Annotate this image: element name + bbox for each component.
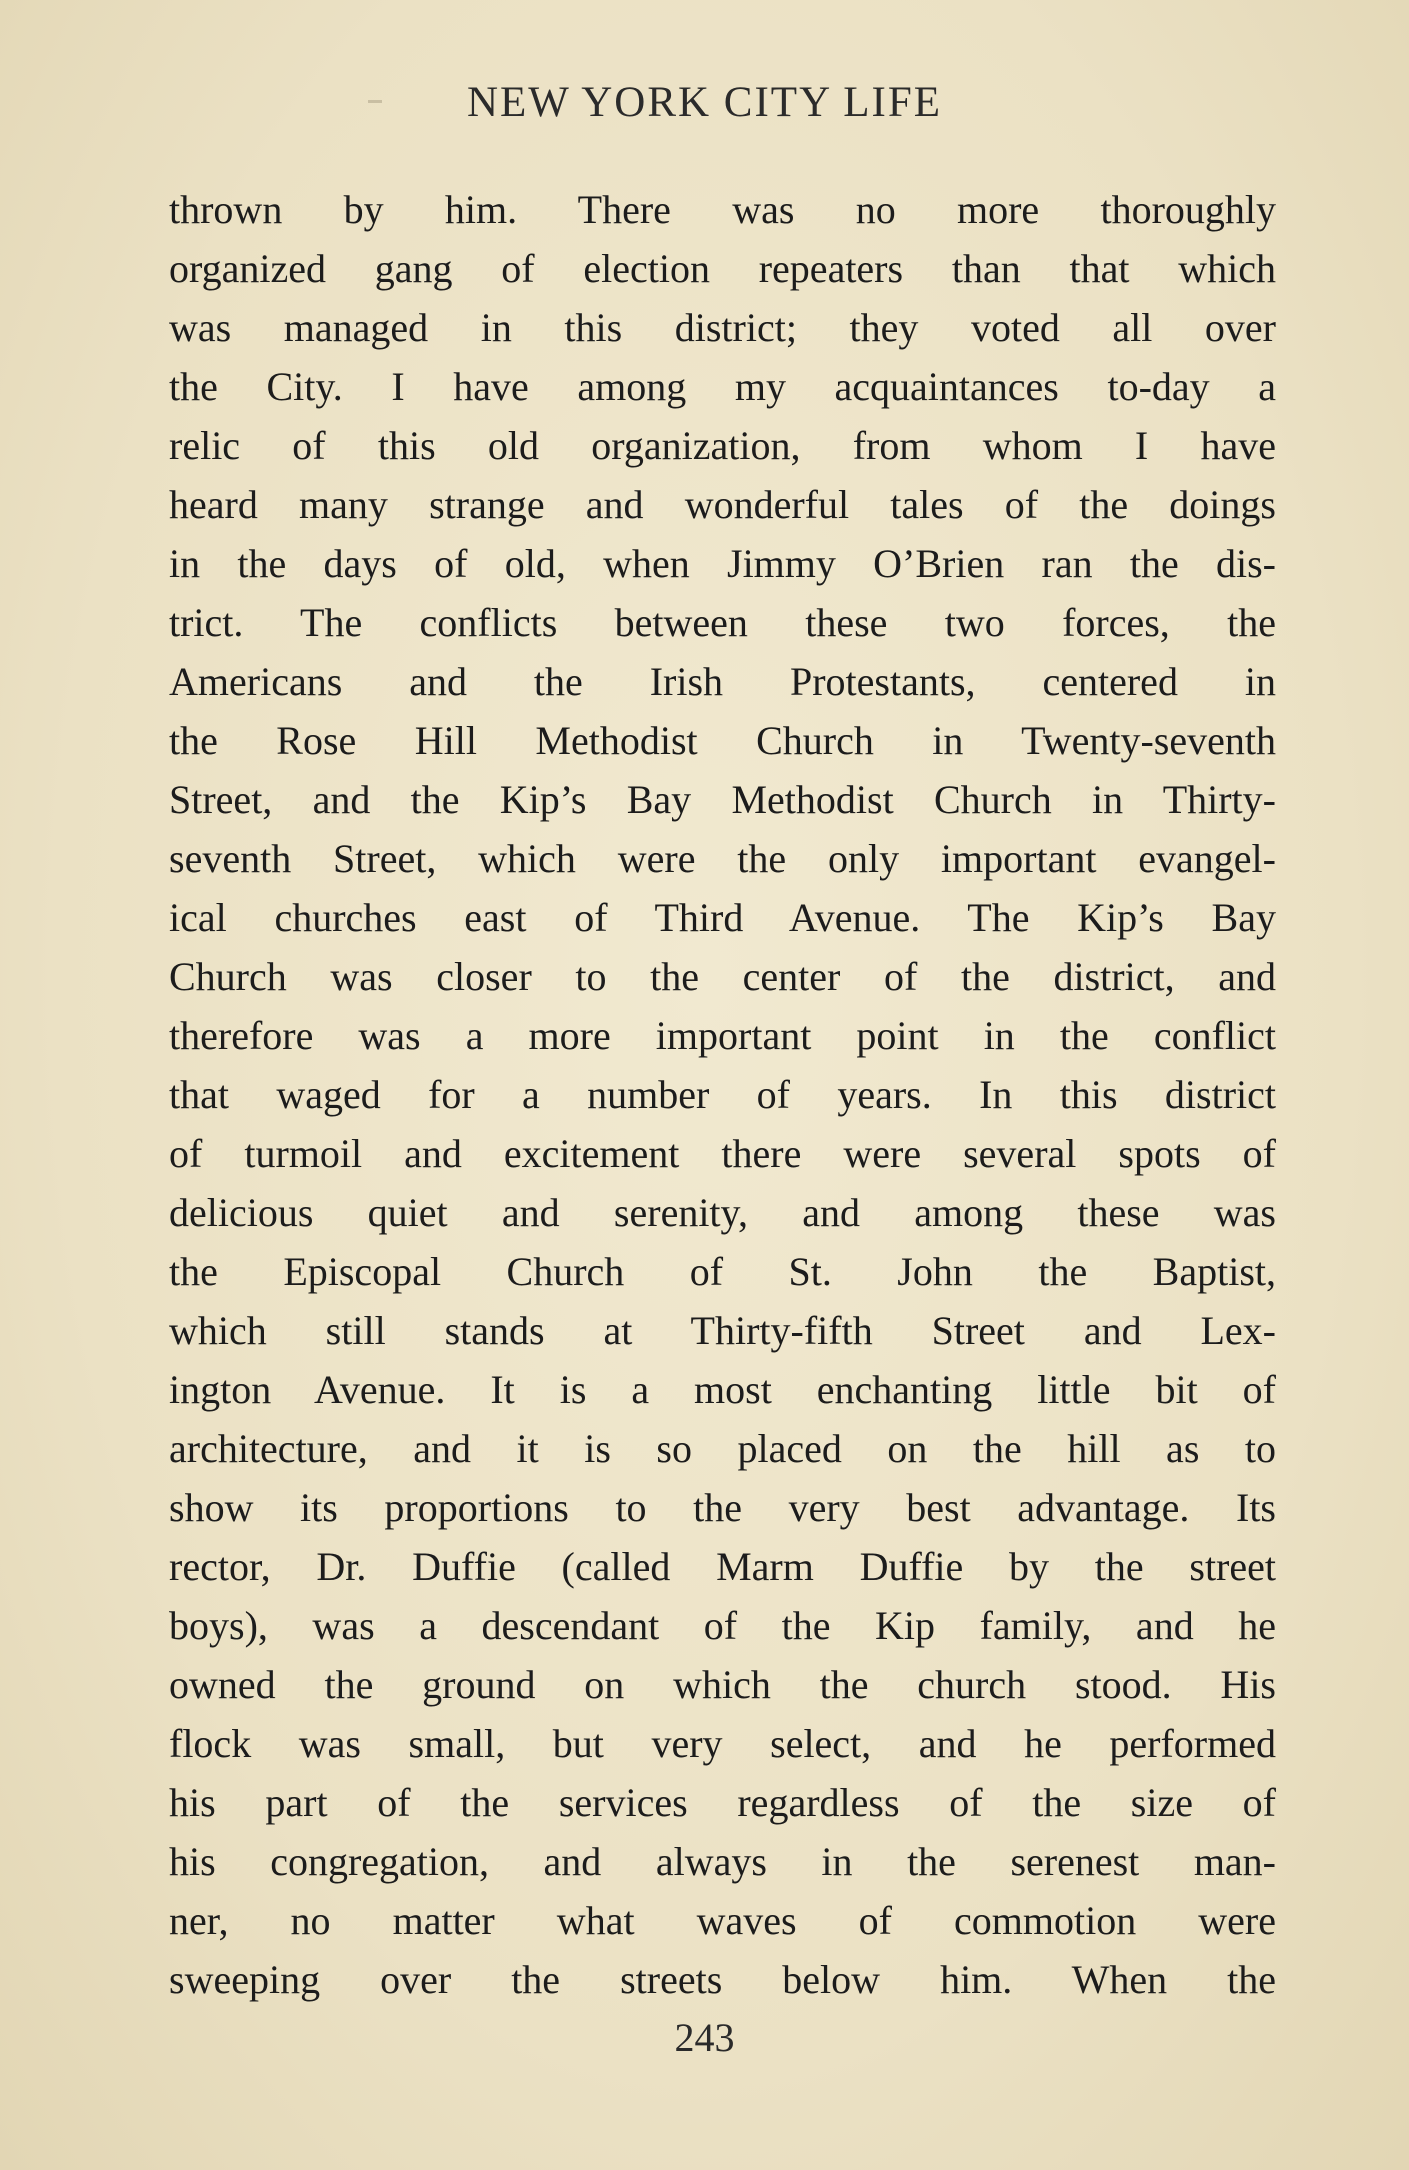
text-line: seventh Street, which were the only important evangel- [169, 836, 1276, 881]
text-line: his part of the services regardless of the size of [169, 1780, 1276, 1825]
text-line: the City. I have among my acquaintances to-day a [169, 364, 1276, 409]
text-line: ington Avenue. It is a most enchanting little bit of [169, 1367, 1276, 1412]
text-line: heard many strange and wonderful tales of the doings [169, 482, 1276, 527]
text-line: architecture, and it is so placed on the hill as to [169, 1426, 1276, 1471]
text-line: the Episcopal Church of St. John the Baptist, [169, 1249, 1276, 1294]
text-line: therefore was a more important point in the conflict [169, 1013, 1276, 1058]
text-line: boys), was a descendant of the Kip family, and he [169, 1603, 1276, 1648]
text-line: in the days of old, when Jimmy O’Brien ran the dis- [169, 541, 1276, 586]
text-line: was managed in this district; they voted all over [169, 305, 1276, 350]
text-line: ical churches east of Third Avenue. The Kip’s Bay [169, 895, 1276, 940]
text-line: Church was closer to the center of the district, and [169, 954, 1276, 999]
body-text [169, 180, 1276, 2009]
text-line: rector, Dr. Duffie (called Marm Duffie by the street [169, 1544, 1276, 1589]
text-line: relic of this old organization, from whom I have [169, 423, 1276, 468]
text-line: thrown by him. There was no more thoroughly [169, 187, 1276, 232]
text-line: the Rose Hill Methodist Church in Twenty-seventh [169, 718, 1276, 763]
text-line: trict. The conflicts between these two forces, the [169, 600, 1276, 645]
text-line: which still stands at Thirty-fifth Street and Lex- [169, 1308, 1276, 1353]
text-line: of turmoil and excitement there were several spots of [169, 1131, 1276, 1176]
running-title: NEW YORK CITY LIFE [466, 79, 943, 126]
text-line: Street, and the Kip’s Bay Methodist Church in Thirty- [169, 777, 1276, 822]
text-line: that waged for a number of years. In this district [169, 1072, 1276, 1117]
text-line: flock was small, but very select, and he performed [169, 1721, 1276, 1766]
text-line: organized gang of election repeaters than that which [169, 246, 1276, 291]
text-line: show its proportions to the very best advantage. Its [169, 1485, 1276, 1530]
text-line: owned the ground on which the church stood. His [169, 1662, 1276, 1707]
text-line: ner, no matter what waves of commotion were [169, 1898, 1276, 1943]
page-number: 243 [674, 2015, 735, 2060]
text-line: his congregation, and always in the serenest man- [169, 1839, 1276, 1884]
text-line: sweeping over the streets below him. When the [169, 1957, 1276, 2002]
text-line: Americans and the Irish Protestants, centered in [169, 659, 1276, 704]
text-line: delicious quiet and serenity, and among these was [169, 1190, 1276, 1235]
